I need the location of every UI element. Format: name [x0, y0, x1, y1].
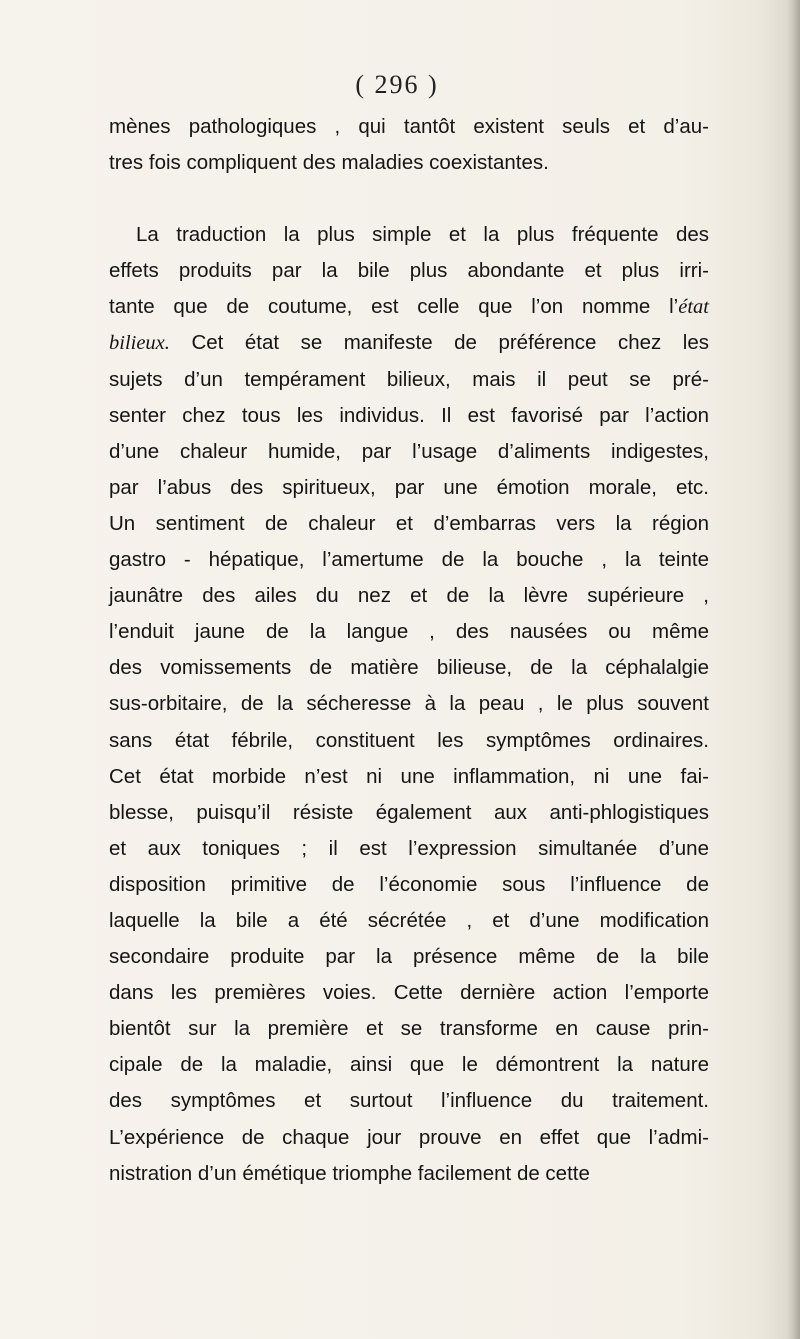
- text-line: nistration d’un émétique triomphe facilement de cette: [109, 1161, 590, 1185]
- text-line: par l’abus des spiritueux, par une émotion morale, etc.: [109, 475, 709, 499]
- italic-term: état: [678, 296, 709, 319]
- text-run: tante que de coutume, est celle que l’on nomme l’: [109, 295, 679, 319]
- text-line: jaunâtre des ailes du nez et de la lèvre supérieure ,: [109, 584, 709, 608]
- page-edge-shadow: [786, 0, 800, 1339]
- text-line: sus-orbitaire, de la sécheresse à la peau , le plus souvent: [109, 692, 709, 716]
- text-line: Un sentiment de chaleur et d’embarras vers la région: [109, 511, 709, 535]
- text-line: Cet état morbide n’est ni une inflammation, ni une fai-: [109, 764, 709, 788]
- text-line: [109, 325, 709, 361]
- text-line: bientôt sur la première et se transforme en cause prin-: [109, 1017, 709, 1041]
- text-line: des symptômes et surtout l’influence du traitement.: [109, 1089, 709, 1113]
- text-line: cipale de la maladie, ainsi que le démontrent la nature: [109, 1053, 709, 1077]
- text-line: gastro - hépatique, l’amertume de la bouche , la teinte: [109, 548, 709, 572]
- text-line: blesse, puisqu’il résiste également aux anti-phlogistiques: [109, 800, 709, 824]
- text-line: La traduction la plus simple et la plus fréquente des: [136, 223, 709, 247]
- page-number: ( 296 ): [355, 70, 439, 99]
- text-line: dans les premières voies. Cette dernière action l’emporte: [109, 981, 709, 1005]
- paragraph-gap: [109, 181, 709, 217]
- italic-term: bilieux.: [109, 332, 170, 355]
- text-line: secondaire produite par la présence même de la bile: [109, 945, 709, 969]
- text-line: laquelle la bile a été sécrétée , et d’une modification: [109, 908, 709, 932]
- body-text: [109, 109, 709, 1192]
- text-line: mènes pathologiques , qui tantôt existent seuls et d’au-: [109, 115, 709, 138]
- text-line: [109, 289, 709, 325]
- text-line: tres fois compliquent des maladies coexistantes.: [109, 151, 549, 175]
- text-line: sujets d’un tempérament bilieux, mais il peut se pré-: [109, 367, 709, 391]
- text-line: d’une chaleur humide, par l’usage d’aliments indigestes,: [109, 439, 709, 463]
- text-line: des vomissements de matière bilieuse, de la céphalalgie: [109, 656, 709, 680]
- text-line: senter chez tous les individus. Il est favorisé par l’action: [109, 403, 709, 427]
- text-line: L’expérience de chaque jour prouve en effet que l’admi-: [109, 1125, 709, 1149]
- text-line: l’enduit jaune de la langue , des nausées ou même: [109, 620, 709, 644]
- text-line: disposition primitive de l’économie sous l’influence de: [109, 872, 709, 896]
- text-line: et aux toniques ; il est l’expression simultanée d’une: [109, 836, 709, 860]
- text-line: sans état fébrile, constituent les symptômes ordinaires.: [109, 728, 709, 752]
- text-run: Cet état se manifeste de préférence chez les: [169, 331, 709, 355]
- text-line: effets produits par la bile plus abondante et plus irri-: [109, 259, 709, 283]
